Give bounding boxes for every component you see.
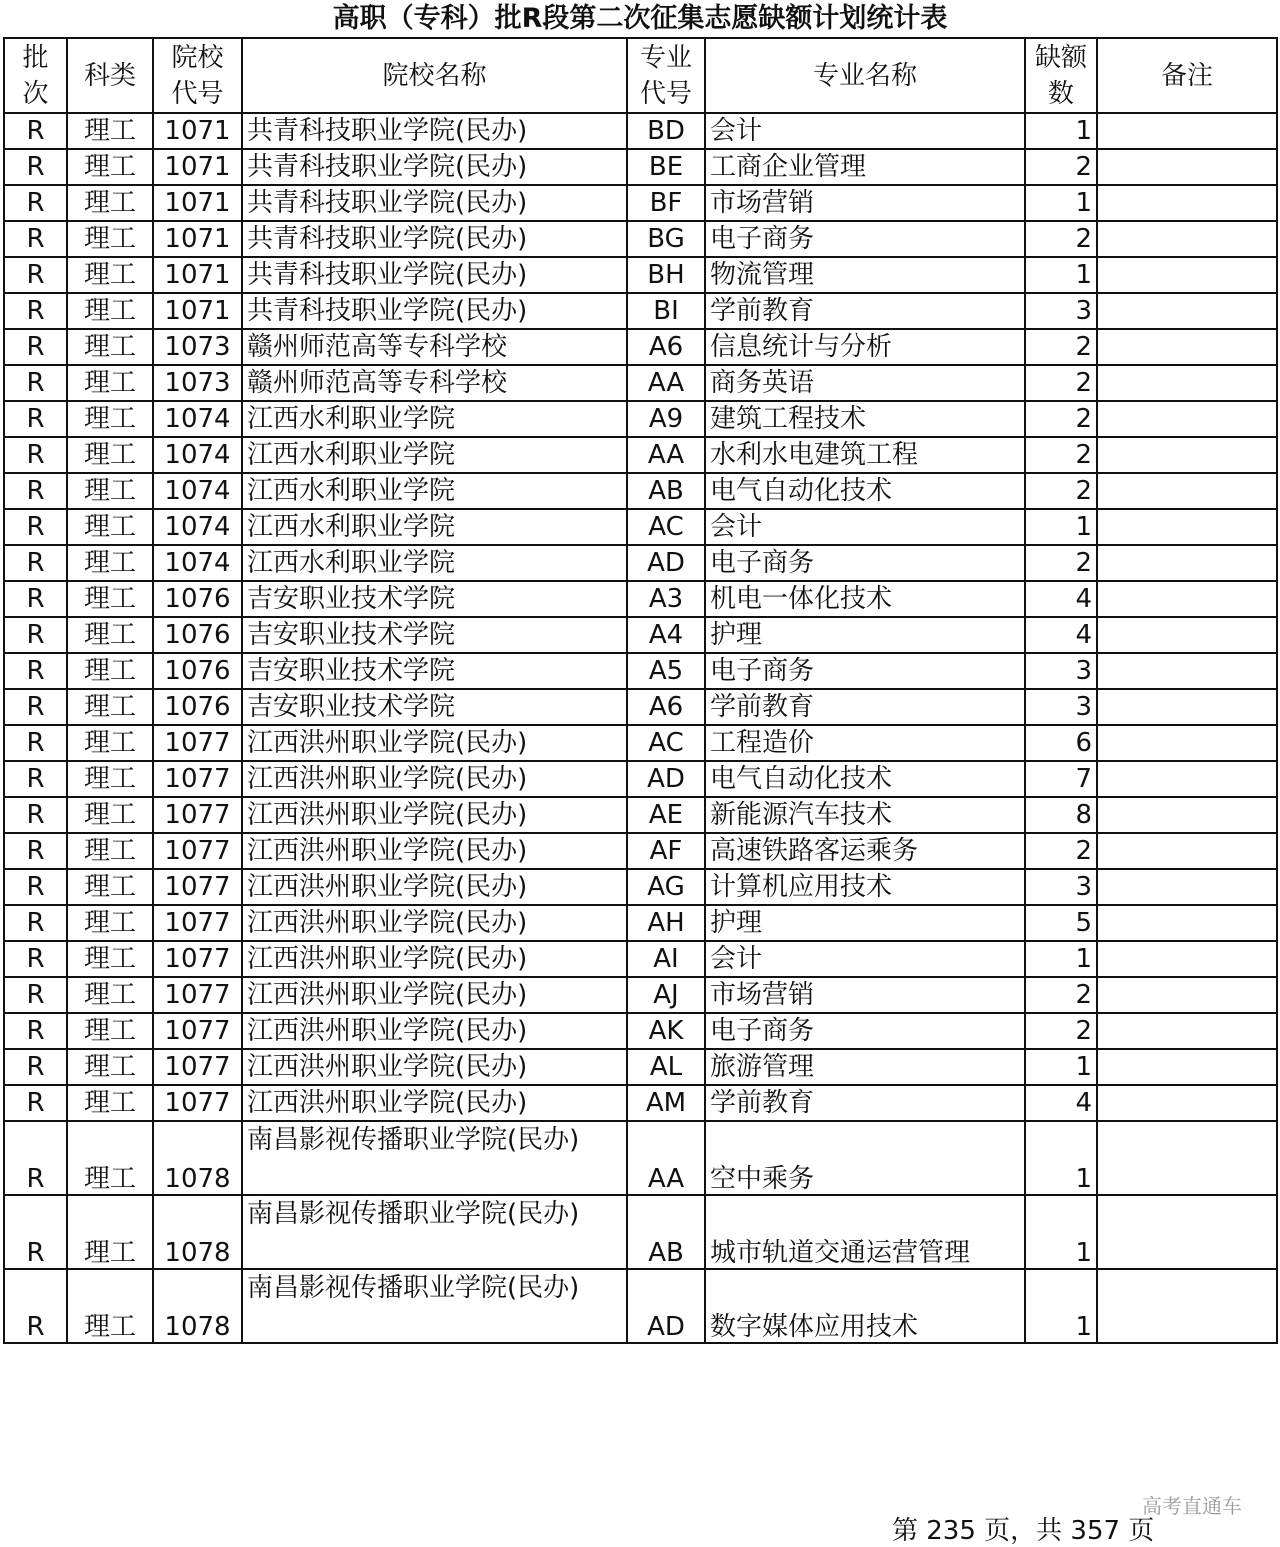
cell-remark <box>1097 1121 1277 1195</box>
cell-vacancy: 4 <box>1025 581 1097 617</box>
cell-school-name: 江西洪州职业学院(民办) <box>242 869 627 905</box>
table-row <box>4 509 1277 545</box>
cell-vacancy: 3 <box>1025 293 1097 329</box>
cell-category: 理工 <box>67 581 153 617</box>
cell-major-name: 建筑工程技术 <box>705 401 1025 437</box>
table-row <box>4 293 1277 329</box>
cell-batch: R <box>4 1085 67 1121</box>
cell-school-code: 1076 <box>153 653 242 689</box>
cell-vacancy: 3 <box>1025 689 1097 725</box>
cell-school-code: 1074 <box>153 437 242 473</box>
cell-batch: R <box>4 1269 67 1343</box>
cell-school-name: 南昌影视传播职业学院(民办) <box>242 1195 627 1269</box>
cell-category: 理工 <box>67 545 153 581</box>
cell-school-code: 1077 <box>153 761 242 797</box>
cell-school-code: 1074 <box>153 545 242 581</box>
cell-school-name: 共青科技职业学院(民办) <box>242 149 627 185</box>
cell-school-name: 赣州师范高等专科学校 <box>242 329 627 365</box>
table-row <box>4 653 1277 689</box>
cell-school-name: 江西洪州职业学院(民办) <box>242 833 627 869</box>
table-row <box>4 1269 1277 1343</box>
cell-vacancy: 4 <box>1025 1085 1097 1121</box>
cell-school-name: 江西洪州职业学院(民办) <box>242 905 627 941</box>
header-major-name: 专业名称 <box>705 38 1025 113</box>
watermark: 高考直通车 <box>1142 1494 1242 1518</box>
cell-school-name: 共青科技职业学院(民办) <box>242 221 627 257</box>
cell-school-code: 1078 <box>153 1195 242 1269</box>
table-row <box>4 1121 1277 1195</box>
cell-vacancy: 2 <box>1025 977 1097 1013</box>
cell-major-code: AE <box>627 797 705 833</box>
cell-school-code: 1071 <box>153 293 242 329</box>
cell-major-code: AF <box>627 833 705 869</box>
table-row <box>4 869 1277 905</box>
cell-major-code: BE <box>627 149 705 185</box>
cell-school-name: 江西洪州职业学院(民办) <box>242 941 627 977</box>
cell-major-code: AB <box>627 1195 705 1269</box>
cell-school-code: 1077 <box>153 905 242 941</box>
cell-vacancy: 2 <box>1025 221 1097 257</box>
cell-batch: R <box>4 401 67 437</box>
cell-batch: R <box>4 329 67 365</box>
cell-batch: R <box>4 1195 67 1269</box>
table-row <box>4 437 1277 473</box>
cell-remark <box>1097 689 1277 725</box>
vacancy-table <box>3 37 1278 1344</box>
cell-school-code: 1077 <box>153 797 242 833</box>
cell-school-code: 1074 <box>153 473 242 509</box>
cell-school-name: 江西水利职业学院 <box>242 437 627 473</box>
cell-vacancy: 1 <box>1025 509 1097 545</box>
cell-major-name: 新能源汽车技术 <box>705 797 1025 833</box>
cell-category: 理工 <box>67 473 153 509</box>
cell-category: 理工 <box>67 761 153 797</box>
cell-school-code: 1077 <box>153 1049 242 1085</box>
cell-batch: R <box>4 1013 67 1049</box>
cell-major-name: 计算机应用技术 <box>705 869 1025 905</box>
cell-school-code: 1071 <box>153 257 242 293</box>
cell-major-code: AA <box>627 365 705 401</box>
header-vacancy: 缺额 数 <box>1025 38 1097 113</box>
cell-major-name: 护理 <box>705 905 1025 941</box>
cell-remark <box>1097 761 1277 797</box>
cell-major-name: 学前教育 <box>705 1085 1025 1121</box>
cell-major-code: AH <box>627 905 705 941</box>
cell-major-code: BI <box>627 293 705 329</box>
cell-major-code: AG <box>627 869 705 905</box>
table-row <box>4 149 1277 185</box>
cell-vacancy: 1 <box>1025 1049 1097 1085</box>
cell-major-name: 电子商务 <box>705 221 1025 257</box>
cell-category: 理工 <box>67 1013 153 1049</box>
cell-major-code: A9 <box>627 401 705 437</box>
cell-category: 理工 <box>67 1121 153 1195</box>
cell-batch: R <box>4 689 67 725</box>
cell-school-code: 1077 <box>153 869 242 905</box>
cell-school-code: 1077 <box>153 1013 242 1049</box>
cell-school-code: 1077 <box>153 1085 242 1121</box>
cell-category: 理工 <box>67 1049 153 1085</box>
cell-major-code: AD <box>627 1269 705 1343</box>
cell-category: 理工 <box>67 653 153 689</box>
cell-major-code: AD <box>627 545 705 581</box>
cell-major-name: 工商企业管理 <box>705 149 1025 185</box>
cell-batch: R <box>4 509 67 545</box>
cell-major-code: AL <box>627 1049 705 1085</box>
page-footer: 第 235 页，共 357 页 <box>892 1516 1155 1546</box>
header-school-code: 院校 代号 <box>153 38 242 113</box>
cell-major-name: 高速铁路客运乘务 <box>705 833 1025 869</box>
cell-school-name: 江西水利职业学院 <box>242 401 627 437</box>
cell-major-name: 机电一体化技术 <box>705 581 1025 617</box>
table-row <box>4 1049 1277 1085</box>
cell-remark <box>1097 401 1277 437</box>
cell-school-name: 江西洪州职业学院(民办) <box>242 797 627 833</box>
cell-vacancy: 2 <box>1025 329 1097 365</box>
table-row <box>4 1013 1277 1049</box>
cell-school-name: 赣州师范高等专科学校 <box>242 365 627 401</box>
cell-major-name: 市场营销 <box>705 185 1025 221</box>
cell-major-code: BG <box>627 221 705 257</box>
header-major-code: 专业 代号 <box>627 38 705 113</box>
cell-school-code: 1071 <box>153 113 242 149</box>
cell-major-name: 会计 <box>705 941 1025 977</box>
cell-school-code: 1073 <box>153 329 242 365</box>
cell-batch: R <box>4 833 67 869</box>
cell-batch: R <box>4 1049 67 1085</box>
cell-category: 理工 <box>67 329 153 365</box>
cell-vacancy: 1 <box>1025 1195 1097 1269</box>
cell-category: 理工 <box>67 221 153 257</box>
cell-major-code: BH <box>627 257 705 293</box>
header-remark: 备注 <box>1097 38 1277 113</box>
cell-school-name: 江西洪州职业学院(民办) <box>242 725 627 761</box>
cell-remark <box>1097 1085 1277 1121</box>
cell-category: 理工 <box>67 293 153 329</box>
cell-category: 理工 <box>67 617 153 653</box>
cell-major-name: 水利水电建筑工程 <box>705 437 1025 473</box>
cell-vacancy: 1 <box>1025 1269 1097 1343</box>
cell-remark <box>1097 221 1277 257</box>
cell-school-name: 吉安职业技术学院 <box>242 581 627 617</box>
table-row <box>4 617 1277 653</box>
cell-vacancy: 4 <box>1025 617 1097 653</box>
cell-school-code: 1074 <box>153 509 242 545</box>
cell-school-code: 1071 <box>153 221 242 257</box>
cell-major-code: BF <box>627 185 705 221</box>
cell-category: 理工 <box>67 113 153 149</box>
cell-school-name: 江西洪州职业学院(民办) <box>242 977 627 1013</box>
cell-category: 理工 <box>67 833 153 869</box>
table-header-row <box>4 38 1277 113</box>
cell-category: 理工 <box>67 185 153 221</box>
cell-vacancy: 3 <box>1025 653 1097 689</box>
cell-remark <box>1097 329 1277 365</box>
cell-school-name: 吉安职业技术学院 <box>242 617 627 653</box>
cell-school-code: 1071 <box>153 185 242 221</box>
cell-school-name: 共青科技职业学院(民办) <box>242 113 627 149</box>
cell-remark <box>1097 509 1277 545</box>
cell-batch: R <box>4 905 67 941</box>
cell-remark <box>1097 257 1277 293</box>
cell-major-code: AC <box>627 509 705 545</box>
cell-category: 理工 <box>67 869 153 905</box>
cell-major-code: AK <box>627 1013 705 1049</box>
cell-remark <box>1097 365 1277 401</box>
cell-major-code: AB <box>627 473 705 509</box>
cell-category: 理工 <box>67 689 153 725</box>
cell-vacancy: 1 <box>1025 1121 1097 1195</box>
cell-category: 理工 <box>67 401 153 437</box>
cell-batch: R <box>4 725 67 761</box>
cell-remark <box>1097 725 1277 761</box>
table-row <box>4 257 1277 293</box>
cell-major-code: AC <box>627 725 705 761</box>
header-batch: 批 次 <box>4 38 67 113</box>
cell-batch: R <box>4 149 67 185</box>
cell-school-code: 1077 <box>153 833 242 869</box>
cell-major-code: AJ <box>627 977 705 1013</box>
cell-major-name: 城市轨道交通运营管理 <box>705 1195 1025 1269</box>
cell-remark <box>1097 545 1277 581</box>
header-category: 科类 <box>67 38 153 113</box>
table-row <box>4 941 1277 977</box>
cell-vacancy: 2 <box>1025 473 1097 509</box>
cell-vacancy: 6 <box>1025 725 1097 761</box>
cell-batch: R <box>4 1121 67 1195</box>
cell-school-name: 吉安职业技术学院 <box>242 689 627 725</box>
cell-batch: R <box>4 437 67 473</box>
cell-major-name: 市场营销 <box>705 977 1025 1013</box>
cell-school-name: 江西洪州职业学院(民办) <box>242 1049 627 1085</box>
cell-major-name: 工程造价 <box>705 725 1025 761</box>
cell-school-name: 共青科技职业学院(民办) <box>242 257 627 293</box>
cell-vacancy: 7 <box>1025 761 1097 797</box>
cell-batch: R <box>4 797 67 833</box>
cell-category: 理工 <box>67 437 153 473</box>
cell-remark <box>1097 293 1277 329</box>
cell-major-code: A6 <box>627 329 705 365</box>
cell-vacancy: 8 <box>1025 797 1097 833</box>
cell-school-code: 1076 <box>153 581 242 617</box>
cell-major-name: 护理 <box>705 617 1025 653</box>
cell-vacancy: 2 <box>1025 545 1097 581</box>
cell-category: 理工 <box>67 977 153 1013</box>
table-row <box>4 329 1277 365</box>
table-row <box>4 1195 1277 1269</box>
cell-batch: R <box>4 653 67 689</box>
cell-batch: R <box>4 581 67 617</box>
cell-major-code: AA <box>627 437 705 473</box>
table-row <box>4 365 1277 401</box>
cell-category: 理工 <box>67 257 153 293</box>
cell-major-name: 电子商务 <box>705 545 1025 581</box>
cell-category: 理工 <box>67 1195 153 1269</box>
cell-remark <box>1097 1013 1277 1049</box>
cell-school-code: 1076 <box>153 617 242 653</box>
table-row <box>4 725 1277 761</box>
cell-major-code: AI <box>627 941 705 977</box>
cell-school-code: 1074 <box>153 401 242 437</box>
cell-school-code: 1077 <box>153 941 242 977</box>
cell-major-name: 电子商务 <box>705 1013 1025 1049</box>
cell-major-name: 商务英语 <box>705 365 1025 401</box>
cell-school-code: 1078 <box>153 1269 242 1343</box>
cell-remark <box>1097 437 1277 473</box>
cell-major-code: A5 <box>627 653 705 689</box>
cell-category: 理工 <box>67 509 153 545</box>
cell-remark <box>1097 617 1277 653</box>
cell-school-name: 共青科技职业学院(民办) <box>242 185 627 221</box>
cell-major-code: A4 <box>627 617 705 653</box>
cell-major-name: 电气自动化技术 <box>705 473 1025 509</box>
cell-remark <box>1097 833 1277 869</box>
cell-school-name: 江西洪州职业学院(民办) <box>242 1085 627 1121</box>
table-row <box>4 221 1277 257</box>
cell-vacancy: 2 <box>1025 401 1097 437</box>
table-body <box>4 38 1277 1343</box>
table-row <box>4 581 1277 617</box>
cell-batch: R <box>4 221 67 257</box>
table-row <box>4 185 1277 221</box>
cell-school-name: 南昌影视传播职业学院(民办) <box>242 1269 627 1343</box>
cell-remark <box>1097 473 1277 509</box>
cell-major-name: 会计 <box>705 113 1025 149</box>
cell-vacancy: 2 <box>1025 149 1097 185</box>
cell-major-code: A6 <box>627 689 705 725</box>
cell-school-code: 1071 <box>153 149 242 185</box>
cell-school-name: 江西水利职业学院 <box>242 473 627 509</box>
cell-school-name: 江西洪州职业学院(民办) <box>242 1013 627 1049</box>
table-row <box>4 797 1277 833</box>
cell-batch: R <box>4 941 67 977</box>
cell-vacancy: 1 <box>1025 185 1097 221</box>
cell-major-name: 物流管理 <box>705 257 1025 293</box>
cell-batch: R <box>4 869 67 905</box>
cell-remark <box>1097 653 1277 689</box>
page-title: 高职（专科）批R段第二次征集志愿缺额计划统计表 <box>332 3 948 34</box>
table-row <box>4 905 1277 941</box>
table-row <box>4 1085 1277 1121</box>
cell-batch: R <box>4 545 67 581</box>
table-row <box>4 761 1277 797</box>
cell-major-code: AM <box>627 1085 705 1121</box>
cell-batch: R <box>4 617 67 653</box>
cell-batch: R <box>4 977 67 1013</box>
table-row <box>4 833 1277 869</box>
cell-remark <box>1097 905 1277 941</box>
cell-batch: R <box>4 257 67 293</box>
table-row <box>4 401 1277 437</box>
cell-vacancy: 1 <box>1025 257 1097 293</box>
cell-vacancy: 1 <box>1025 941 1097 977</box>
cell-school-name: 共青科技职业学院(民办) <box>242 293 627 329</box>
cell-vacancy: 2 <box>1025 365 1097 401</box>
cell-remark <box>1097 149 1277 185</box>
cell-category: 理工 <box>67 797 153 833</box>
cell-batch: R <box>4 293 67 329</box>
cell-category: 理工 <box>67 725 153 761</box>
cell-major-name: 信息统计与分析 <box>705 329 1025 365</box>
cell-vacancy: 1 <box>1025 113 1097 149</box>
cell-major-code: A3 <box>627 581 705 617</box>
cell-school-name: 江西水利职业学院 <box>242 545 627 581</box>
cell-remark <box>1097 113 1277 149</box>
cell-major-name: 电气自动化技术 <box>705 761 1025 797</box>
cell-category: 理工 <box>67 905 153 941</box>
cell-vacancy: 5 <box>1025 905 1097 941</box>
cell-school-code: 1076 <box>153 689 242 725</box>
cell-category: 理工 <box>67 1269 153 1343</box>
cell-major-code: BD <box>627 113 705 149</box>
cell-remark <box>1097 1195 1277 1269</box>
table-row <box>4 545 1277 581</box>
cell-remark <box>1097 797 1277 833</box>
cell-vacancy: 2 <box>1025 437 1097 473</box>
cell-remark <box>1097 185 1277 221</box>
cell-batch: R <box>4 113 67 149</box>
table-row <box>4 473 1277 509</box>
cell-school-name: 江西洪州职业学院(民办) <box>242 761 627 797</box>
cell-batch: R <box>4 365 67 401</box>
cell-school-name: 吉安职业技术学院 <box>242 653 627 689</box>
cell-major-name: 空中乘务 <box>705 1121 1025 1195</box>
cell-remark <box>1097 941 1277 977</box>
cell-major-code: AA <box>627 1121 705 1195</box>
table-row <box>4 689 1277 725</box>
cell-school-code: 1078 <box>153 1121 242 1195</box>
cell-school-name: 江西水利职业学院 <box>242 509 627 545</box>
cell-batch: R <box>4 185 67 221</box>
cell-major-name: 数字媒体应用技术 <box>705 1269 1025 1343</box>
cell-school-code: 1073 <box>153 365 242 401</box>
cell-remark <box>1097 1049 1277 1085</box>
cell-remark <box>1097 581 1277 617</box>
header-school-name: 院校名称 <box>242 38 627 113</box>
table-row <box>4 113 1277 149</box>
cell-batch: R <box>4 473 67 509</box>
cell-school-name: 南昌影视传播职业学院(民办) <box>242 1121 627 1195</box>
cell-school-code: 1077 <box>153 977 242 1013</box>
cell-remark <box>1097 977 1277 1013</box>
cell-major-name: 旅游管理 <box>705 1049 1025 1085</box>
cell-school-code: 1077 <box>153 725 242 761</box>
cell-category: 理工 <box>67 149 153 185</box>
table-row <box>4 977 1277 1013</box>
cell-major-code: AD <box>627 761 705 797</box>
cell-vacancy: 3 <box>1025 869 1097 905</box>
cell-major-name: 电子商务 <box>705 653 1025 689</box>
cell-category: 理工 <box>67 365 153 401</box>
cell-category: 理工 <box>67 1085 153 1121</box>
cell-remark <box>1097 1269 1277 1343</box>
cell-remark <box>1097 869 1277 905</box>
cell-vacancy: 2 <box>1025 833 1097 869</box>
cell-major-name: 会计 <box>705 509 1025 545</box>
cell-vacancy: 2 <box>1025 1013 1097 1049</box>
cell-major-name: 学前教育 <box>705 293 1025 329</box>
cell-batch: R <box>4 761 67 797</box>
cell-category: 理工 <box>67 941 153 977</box>
cell-major-name: 学前教育 <box>705 689 1025 725</box>
